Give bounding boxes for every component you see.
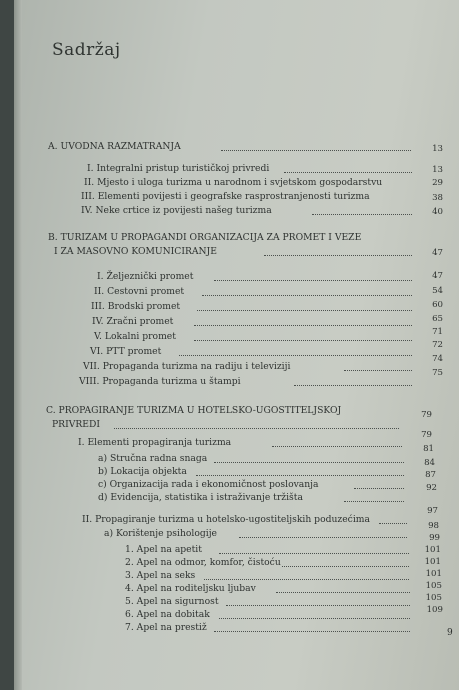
dot-leader xyxy=(214,278,412,281)
toc-page: 13 xyxy=(432,144,443,154)
toc-page: 54 xyxy=(432,286,443,296)
page-number: 9 xyxy=(447,628,453,638)
toc-page: 74 xyxy=(432,354,443,364)
dot-leader xyxy=(219,551,409,554)
toc-page: 79 xyxy=(421,410,432,420)
dot-leader xyxy=(276,590,410,593)
toc-page: 105 xyxy=(425,581,442,591)
toc-entry: 1. Apel na apetit xyxy=(125,544,202,555)
dot-leader xyxy=(114,426,399,429)
dot-leader xyxy=(214,629,410,632)
dot-leader xyxy=(219,616,410,619)
dot-leader xyxy=(379,521,407,524)
toc-section-b: B. TURIZAM U PROPAGANDI ORGANIZACIJA ZA PROMET I VEZE xyxy=(48,232,362,243)
page-title: Sadržaj xyxy=(52,40,121,60)
toc-entry: 6. Apel na dobitak xyxy=(125,609,210,620)
toc-entry: b) Lokacija objekta xyxy=(98,466,187,477)
page-spine-shadow xyxy=(14,0,22,690)
toc-section-c-line2: PRIVREDI xyxy=(52,419,100,430)
dot-leader xyxy=(179,353,412,356)
toc-entry: II. Cestovni promet xyxy=(94,286,185,297)
dot-leader xyxy=(202,293,412,296)
toc-section-a: A. UVODNA RAZMATRANJA xyxy=(48,141,181,152)
dot-leader xyxy=(221,148,411,151)
toc-page: 109 xyxy=(426,605,443,615)
dot-leader xyxy=(312,212,412,215)
toc-page: 87 xyxy=(425,470,436,480)
dot-leader xyxy=(272,444,402,447)
toc-page: 60 xyxy=(432,300,443,310)
toc-entry: 7. Apel na prestiž xyxy=(125,622,207,633)
toc-entry: VIII. Propaganda turizma u štampi xyxy=(79,376,241,387)
toc-page: 79 xyxy=(421,430,432,440)
toc-page: 75 xyxy=(432,368,443,378)
toc-entry: 3. Apel na seks xyxy=(125,570,196,581)
book-page xyxy=(14,0,459,690)
toc-page: 13 xyxy=(432,165,443,175)
toc-page: 105 xyxy=(425,593,442,603)
toc-page: 72 xyxy=(432,340,443,350)
toc-entry: 4. Apel na roditeljsku ljubav xyxy=(125,583,256,594)
dot-leader xyxy=(194,323,412,326)
toc-page: 99 xyxy=(429,533,440,543)
toc-entry: IV. Neke crtice iz povijesti našeg turizma xyxy=(81,205,272,216)
toc-page: 47 xyxy=(432,271,443,281)
dot-leader xyxy=(197,308,412,311)
dot-leader xyxy=(294,383,412,386)
toc-entry: c) Organizacija rada i ekonomičnost poslovanja xyxy=(98,479,319,490)
dot-leader xyxy=(344,368,412,371)
toc-entry: IV. Zračni promet xyxy=(92,316,174,327)
dot-leader xyxy=(196,473,404,476)
dot-leader xyxy=(194,338,412,341)
toc-section-b-line2: I ZA MASOVNO KOMUNICIRANJE xyxy=(54,246,217,257)
toc-page: 92 xyxy=(426,483,437,493)
dot-leader xyxy=(239,535,407,538)
toc-entry: I. Željeznički promet xyxy=(97,271,194,282)
toc-entry: V. Lokalni promet xyxy=(94,331,176,342)
toc-entry: 2. Apel na odmor, komfor, čistoću xyxy=(125,557,281,568)
toc-page: 38 xyxy=(432,193,443,203)
toc-page: 101 xyxy=(424,557,441,567)
dot-leader xyxy=(214,460,404,463)
toc-page: 65 xyxy=(432,314,443,324)
toc-entry: 5. Apel na sigurnost xyxy=(125,596,219,607)
toc-entry: d) Evidencija, statistika i istraživanje tržišta xyxy=(98,492,303,503)
toc-entry: a) Stručna radna snaga xyxy=(98,453,208,464)
toc-page: 101 xyxy=(424,545,441,555)
toc-page: 84 xyxy=(424,458,435,468)
toc-page: 81 xyxy=(423,444,434,454)
toc-entry: II. Mjesto i uloga turizma u narodnom i svjetskom gospodarstvu xyxy=(84,177,383,188)
dot-leader xyxy=(264,253,412,256)
dot-leader xyxy=(354,486,404,489)
toc-entry: II. Propagiranje turizma u hotelsko-ugostiteljskih poduzećima xyxy=(82,514,370,525)
toc-page: 101 xyxy=(425,569,442,579)
toc-entry: III. Brodski promet xyxy=(91,301,181,312)
dot-leader xyxy=(344,499,404,502)
dot-leader xyxy=(226,603,410,606)
toc-page: 97 xyxy=(427,506,438,516)
dot-leader xyxy=(204,577,409,580)
toc-section-c: C. PROPAGIRANJE TURIZMA U HOTELSKO-UGOSTITELJSKOJ xyxy=(46,405,342,416)
toc-page: 71 xyxy=(432,327,443,337)
dot-leader xyxy=(284,170,412,173)
toc-entry: I. Elementi propagiranja turizma xyxy=(78,437,232,448)
toc-entry: I. Integralni pristup turističkoj privredi xyxy=(87,163,270,174)
toc-entry: a) Korištenje psihologije xyxy=(104,528,217,539)
toc-page: 29 xyxy=(432,178,443,188)
toc-page-98: 98 xyxy=(428,521,439,531)
toc-page: 40 xyxy=(432,207,443,217)
dot-leader xyxy=(282,564,409,567)
toc-entry: VII. Propaganda turizma na radiju i televiziji xyxy=(83,361,291,372)
toc-page: 47 xyxy=(432,248,443,258)
toc-entry: VI. PTT promet xyxy=(90,346,162,357)
toc-entry: III. Elementi povijesti i geografske rasprostranjenosti turizma xyxy=(81,191,370,202)
